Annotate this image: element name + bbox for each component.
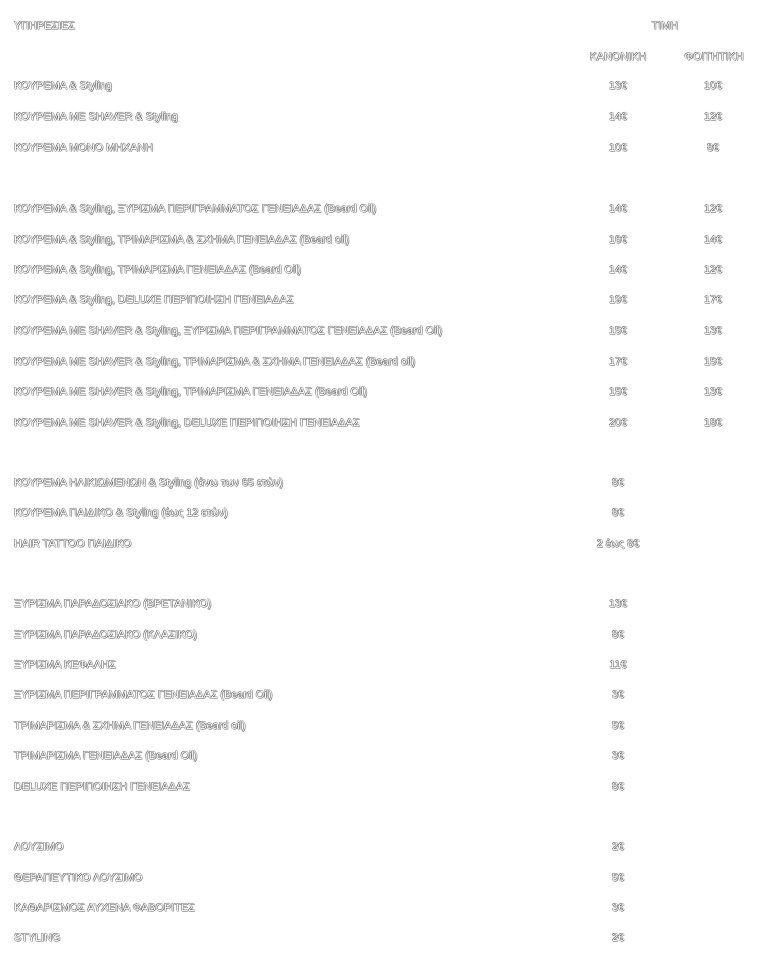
student-price-header: ΦΟΙΤΗΤΙΚΗ: [684, 51, 744, 63]
regular-price: 13€: [608, 80, 628, 92]
regular-price: 8€: [611, 507, 625, 519]
service-name: ΚΑΘΑΡΙΣΜΟΣ ΑΥΧΕΝΑ ΦΑΒΟΡΙΤΕΣ: [14, 902, 195, 914]
service-name: ΚΟΥΡΕΜΑ ΜΟΝΟ ΜΗΧΑΝΗ: [14, 142, 154, 154]
regular-price: 3€: [611, 902, 625, 914]
student-price: 12€: [703, 203, 723, 215]
student-price: 17€: [703, 294, 723, 306]
regular-price: 8€: [611, 629, 625, 641]
service-name: ΚΟΥΡΕΜΑ & Styling, ΞΥΡΙΣΜΑ ΠΕΡΙΓΡΑΜΜΑΤΟΣ ΓΕΝΕΙΑΔΑΣ (Beard Oil): [14, 203, 377, 215]
service-name: ΚΟΥΡΕΜΑ ΗΛΙΚΙΩΜΕΝΩΝ & Styling (άνω των 65 ετών): [14, 477, 284, 489]
service-name: ΚΟΥΡΕΜΑ & Styling: [14, 80, 112, 92]
regular-price: 15€: [608, 386, 628, 398]
regular-price: 2€: [611, 932, 625, 944]
service-name: ΚΟΥΡΕΜΑ ΜΕ SHAVER & Styling, DELUXE ΠΕΡΙΠΟΙΗΣΗ ΓΕΝΕΙΑΔΑΣ: [14, 417, 360, 429]
service-name: ΞΥΡΙΣΜΑ ΠΕΡΙΓΡΑΜΜΑΤΟΣ ΓΕΝΕΙΑΔΑΣ (Beard Oil): [14, 689, 273, 701]
regular-price: 2€: [611, 841, 625, 853]
service-name: HAIR TATTOO ΠΑΙΔΙΚΟ: [14, 538, 132, 550]
price-header: ΤΙΜΗ: [651, 20, 679, 32]
student-price: 15€: [703, 356, 723, 368]
regular-price: 13€: [608, 598, 628, 610]
service-name: ΚΟΥΡΕΜΑ ΜΕ SHAVER & Styling: [14, 111, 178, 123]
regular-price: 16€: [608, 234, 628, 246]
service-name: ΤΡΙΜΑΡΙΣΜΑ & ΣΧΗΜΑ ΓΕΝΕΙΑΔΑΣ (Beard oil): [14, 720, 246, 732]
regular-price-header: ΚΑΝΟΝΙΚΗ: [589, 51, 647, 63]
student-price: 18€: [703, 417, 723, 429]
student-price: 14€: [703, 234, 723, 246]
regular-price: 2 έως 8€: [596, 538, 640, 550]
regular-price: 14€: [608, 111, 628, 123]
service-name: STYLING: [14, 932, 61, 944]
service-name: ΞΥΡΙΣΜΑ ΠΑΡΑΔΟΣΙΑΚΟ (ΚΛΑΣΙΚΟ): [14, 629, 198, 641]
regular-price: 8€: [611, 781, 625, 793]
regular-price: 19€: [608, 294, 628, 306]
services-header: ΥΠΗΡΕΣΙΕΣ: [14, 20, 75, 32]
service-name: ΚΟΥΡΕΜΑ ΜΕ SHAVER & Styling, ΞΥΡΙΣΜΑ ΠΕΡΙΓΡΑΜΜΑΤΟΣ ΓΕΝΕΙΑΔΑΣ (Beard Oil): [14, 325, 443, 337]
regular-price: 17€: [608, 356, 628, 368]
student-price: 12€: [703, 111, 723, 123]
regular-price: 3€: [611, 750, 625, 762]
regular-price: 5€: [611, 720, 625, 732]
service-name: ΚΟΥΡΕΜΑ & Styling, ΤΡΙΜΑΡΙΣΜΑ & ΣΧΗΜΑ ΓΕΝΕΙΑΔΑΣ (Beard oil): [14, 234, 350, 246]
regular-price: 11€: [609, 659, 627, 671]
student-price: 13€: [703, 386, 723, 398]
service-name: ΛΟΥΣΙΜΟ: [14, 841, 64, 853]
service-name: ΞΥΡΙΣΜΑ ΠΑΡΑΔΟΣΙΑΚΟ (ΒΡΕΤΑΝΙΚΟ): [14, 598, 212, 610]
service-name: ΤΡΙΜΑΡΙΣΜΑ ΓΕΝΕΙΑΔΑΣ (Beard Oil): [14, 750, 198, 762]
regular-price: 3€: [611, 689, 625, 701]
student-price: 10€: [703, 80, 723, 92]
service-name: DELUXE ΠΕΡΙΠΟΙΗΣΗ ΓΕΝΕΙΑΔΑΣ: [14, 781, 190, 793]
regular-price: 15€: [608, 325, 628, 337]
regular-price: 20€: [608, 417, 628, 429]
student-price: 13€: [703, 325, 723, 337]
student-price: 8€: [706, 142, 720, 154]
regular-price: 14€: [608, 203, 628, 215]
service-name: ΚΟΥΡΕΜΑ ΜΕ SHAVER & Styling, ΤΡΙΜΑΡΙΣΜΑ & ΣΧΗΜΑ ΓΕΝΕΙΑΔΑΣ (Beard oil): [14, 356, 416, 368]
regular-price: 14€: [608, 264, 628, 276]
regular-price: 10€: [608, 142, 628, 154]
regular-price: 8€: [611, 477, 625, 489]
service-name: ΘΕΡΑΠΕΥΤΙΚΟ ΛΟΥΣΙΜΟ: [14, 872, 143, 884]
student-price: 12€: [703, 264, 723, 276]
service-name: ΚΟΥΡΕΜΑ & Styling, ΤΡΙΜΑΡΙΣΜΑ ΓΕΝΕΙΑΔΑΣ (Beard Oil): [14, 264, 302, 276]
service-name: ΚΟΥΡΕΜΑ ΠΑΙΔΙΚΟ & Styling (έως 12 ετών): [14, 507, 228, 519]
service-name: ΚΟΥΡΕΜΑ ΜΕ SHAVER & Styling, ΤΡΙΜΑΡΙΣΜΑ ΓΕΝΕΙΑΔΑΣ (Beard Oil): [14, 386, 368, 398]
service-name: ΞΥΡΙΣΜΑ ΚΕΦΑΛΗΣ: [14, 659, 116, 671]
regular-price: 5€: [611, 872, 625, 884]
service-name: ΚΟΥΡΕΜΑ & Styling, DELUXE ΠΕΡΙΠΟΙΗΣΗ ΓΕΝΕΙΑΔΑΣ: [14, 294, 294, 306]
